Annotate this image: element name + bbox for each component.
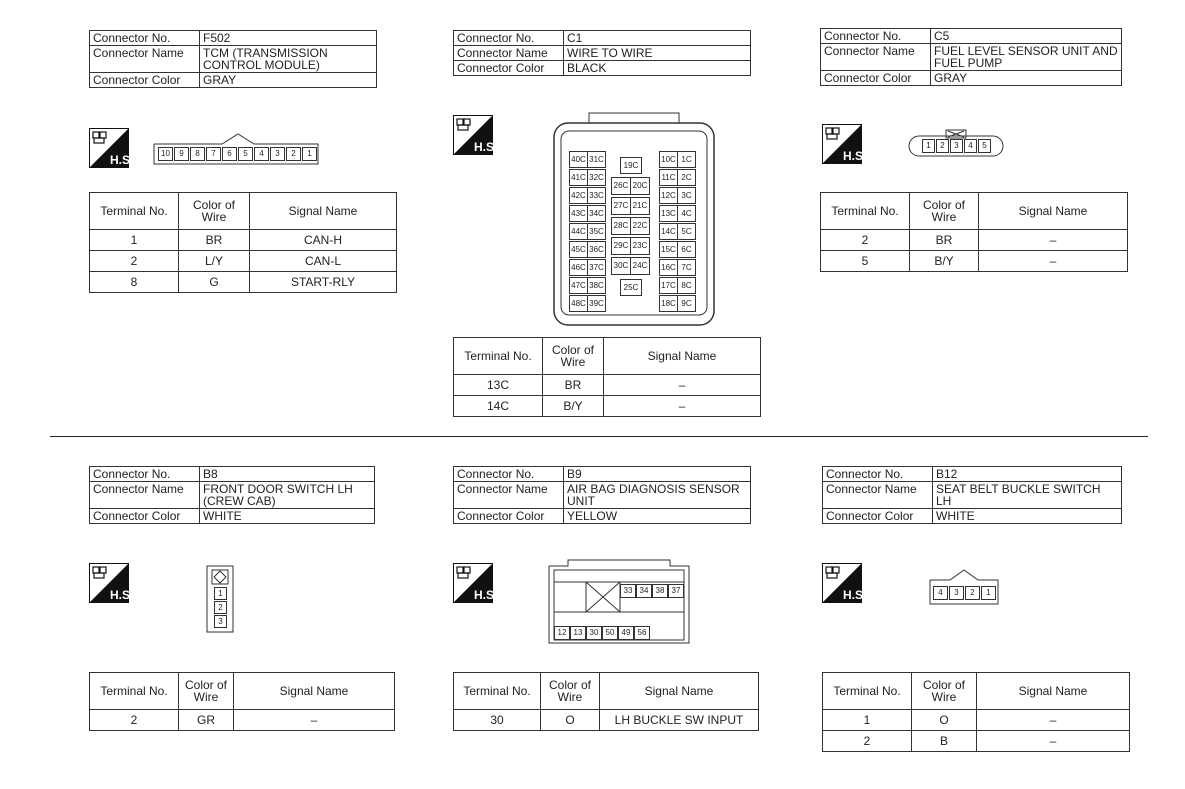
connector-info-table xyxy=(453,30,751,76)
table-row xyxy=(90,251,397,272)
table-row xyxy=(454,396,761,417)
table-row xyxy=(454,375,761,396)
svg-text:H.S.: H.S. xyxy=(843,149,867,163)
connector-color-value: BLACK xyxy=(564,61,751,76)
harness-side-icon xyxy=(453,115,498,155)
signal-name: – xyxy=(234,710,395,731)
wire-color: G xyxy=(179,272,250,293)
signal-name: CAN-L xyxy=(250,251,397,272)
connector-pin: 1 xyxy=(922,139,935,153)
connector-number-value: F502 xyxy=(200,31,377,46)
connector-pin: 13C xyxy=(659,205,678,222)
terminal-number: 2 xyxy=(821,230,910,251)
connector-pin: 4 xyxy=(964,139,977,153)
connector-pin: 50 xyxy=(602,626,618,640)
connector-number-label: Connector No. xyxy=(454,31,564,46)
connector-pin: 42C xyxy=(569,187,588,204)
terminal-table xyxy=(89,192,397,293)
connector-color-value: WHITE xyxy=(200,509,375,524)
connector-color-value: WHITE xyxy=(933,509,1122,524)
connector-pin: 49 xyxy=(618,626,634,640)
connector-color-label: Connector Color xyxy=(454,61,564,76)
connector-info-table xyxy=(89,30,377,88)
connector-name-label: Connector Name xyxy=(90,482,200,509)
wire-color: B xyxy=(912,731,977,752)
wire-color: BR xyxy=(543,375,604,396)
signal-name: – xyxy=(979,251,1128,272)
connector-pin: 15C xyxy=(659,241,678,258)
connector-pin: 38 xyxy=(652,584,668,598)
connector-pin: 4C xyxy=(677,205,696,222)
color-of-wire-header: Color of Wire xyxy=(541,673,600,710)
connector-pin: 3C xyxy=(677,187,696,204)
terminal-no-header: Terminal No. xyxy=(454,673,541,710)
connector-pin: 1 xyxy=(302,147,317,161)
connector-pin: 20C xyxy=(630,177,650,195)
svg-text:H.S.: H.S. xyxy=(110,153,134,167)
terminal-no-header: Terminal No. xyxy=(454,338,543,375)
terminal-table xyxy=(820,192,1128,272)
connector-pin: 32C xyxy=(587,169,606,186)
table-row xyxy=(823,731,1130,752)
connector-color-label: Connector Color xyxy=(454,509,564,524)
connector-pin: 31C xyxy=(587,151,606,168)
connector-pin: 6 xyxy=(222,147,237,161)
connector-number-label: Connector No. xyxy=(454,467,564,482)
connector-pin: 37 xyxy=(668,584,684,598)
terminal-no-header: Terminal No. xyxy=(90,673,179,710)
wire-color: O xyxy=(912,710,977,731)
connector-face-f502 xyxy=(152,140,320,166)
connector-pin: 25C xyxy=(620,279,642,296)
signal-name: – xyxy=(977,710,1130,731)
connector-number-label: Connector No. xyxy=(90,467,200,482)
terminal-number: 13C xyxy=(454,375,543,396)
terminal-no-header: Terminal No. xyxy=(823,673,912,710)
connector-pin: 22C xyxy=(630,217,650,235)
connector-face-c5 xyxy=(908,130,1004,158)
wire-color: B/Y xyxy=(910,251,979,272)
connector-pin: 48C xyxy=(569,295,588,312)
terminal-number: 1 xyxy=(90,230,179,251)
connector-name-label: Connector Name xyxy=(454,482,564,509)
connector-number-label: Connector No. xyxy=(821,29,931,44)
color-of-wire-header: Color of Wire xyxy=(179,193,250,230)
harness-side-icon xyxy=(453,563,498,603)
connector-pin: 56 xyxy=(634,626,650,640)
connector-pin: 36C xyxy=(587,241,606,258)
signal-name-header: Signal Name xyxy=(604,338,761,375)
terminal-table xyxy=(453,672,759,731)
connector-pin: 33C xyxy=(587,187,606,204)
connector-pin: 18C xyxy=(659,295,678,312)
terminal-table xyxy=(822,672,1130,752)
wire-color: B/Y xyxy=(543,396,604,417)
connector-pin: 8C xyxy=(677,277,696,294)
connector-pin: 7C xyxy=(677,259,696,276)
signal-name: LH BUCKLE SW INPUT xyxy=(600,710,759,731)
table-row xyxy=(823,710,1130,731)
connector-pin: 6C xyxy=(677,241,696,258)
terminal-number: 2 xyxy=(823,731,912,752)
connector-pin: 28C xyxy=(611,217,631,235)
connector-pin: 39C xyxy=(587,295,606,312)
color-of-wire-header: Color of Wire xyxy=(910,193,979,230)
connector-pin: 8 xyxy=(190,147,205,161)
connector-name-value: AIR BAG DIAGNOSIS SENSOR UNIT xyxy=(564,482,751,509)
terminal-number: 8 xyxy=(90,272,179,293)
connector-face-b9 xyxy=(548,560,690,644)
connector-pin: 10C xyxy=(659,151,678,168)
connector-face-b8 xyxy=(206,565,234,633)
connector-pin: 29C xyxy=(611,237,631,255)
connector-pin: 34 xyxy=(636,584,652,598)
connector-pin: 21C xyxy=(630,197,650,215)
connector-name-value: TCM (TRANSMISSION CONTROL MODULE) xyxy=(200,46,377,73)
connector-pin: 45C xyxy=(569,241,588,258)
wire-color: L/Y xyxy=(179,251,250,272)
connector-pin: 3 xyxy=(270,147,285,161)
connector-color-value: GRAY xyxy=(931,71,1122,86)
connector-name-label: Connector Name xyxy=(821,44,931,71)
connector-name-label: Connector Name xyxy=(90,46,200,73)
connector-number-value: B12 xyxy=(933,467,1122,482)
connector-number-label: Connector No. xyxy=(90,31,200,46)
terminal-number: 2 xyxy=(90,251,179,272)
connector-pin: 44C xyxy=(569,223,588,240)
connector-name-value: FUEL LEVEL SENSOR UNIT AND FUEL PUMP xyxy=(931,44,1122,71)
connector-pin: 34C xyxy=(587,205,606,222)
svg-text:H.S.: H.S. xyxy=(110,588,134,602)
connector-pin: 30 xyxy=(586,626,602,640)
terminal-table xyxy=(453,337,761,417)
connector-pin: 23C xyxy=(630,237,650,255)
terminal-no-header: Terminal No. xyxy=(821,193,910,230)
harness-side-icon xyxy=(89,563,134,603)
signal-name-header: Signal Name xyxy=(600,673,759,710)
signal-name: – xyxy=(979,230,1128,251)
connector-pin: 24C xyxy=(630,257,650,275)
harness-side-icon xyxy=(822,124,867,164)
connector-pin: 11C xyxy=(659,169,678,186)
connector-info-table xyxy=(820,28,1122,86)
connector-number-value: B8 xyxy=(200,467,375,482)
connector-pin: 26C xyxy=(611,177,631,195)
wire-color: BR xyxy=(179,230,250,251)
connector-color-label: Connector Color xyxy=(821,71,931,86)
connector-pin: 7 xyxy=(206,147,221,161)
connector-name-value: FRONT DOOR SWITCH LH (CREW CAB) xyxy=(200,482,375,509)
connector-pin: 2 xyxy=(965,586,980,600)
svg-text:H.S.: H.S. xyxy=(474,140,498,154)
connector-pin: 47C xyxy=(569,277,588,294)
harness-side-icon xyxy=(822,563,867,603)
terminal-number: 14C xyxy=(454,396,543,417)
connector-pin: 14C xyxy=(659,223,678,240)
connector-pin: 3 xyxy=(949,586,964,600)
svg-text:H.S.: H.S. xyxy=(843,588,867,602)
connector-number-label: Connector No. xyxy=(823,467,933,482)
connector-name-value: SEAT BELT BUCKLE SWITCH LH xyxy=(933,482,1122,509)
connector-face-b12 xyxy=(928,570,1000,606)
connector-pin: 16C xyxy=(659,259,678,276)
table-row xyxy=(90,710,395,731)
connector-pin: 12 xyxy=(554,626,570,640)
connector-pin: 38C xyxy=(587,277,606,294)
table-row xyxy=(454,710,759,731)
harness-side-icon xyxy=(89,128,134,168)
wire-color: O xyxy=(541,710,600,731)
color-of-wire-header: Color of Wire xyxy=(179,673,234,710)
connector-pin: 12C xyxy=(659,187,678,204)
connector-pin: 27C xyxy=(611,197,631,215)
signal-name-header: Signal Name xyxy=(979,193,1128,230)
connector-pin: 3 xyxy=(214,615,227,628)
connector-pin: 2 xyxy=(214,601,227,614)
connector-pin: 5 xyxy=(238,147,253,161)
connector-pin: 10 xyxy=(158,147,173,161)
table-row xyxy=(90,272,397,293)
terminal-no-header: Terminal No. xyxy=(90,193,179,230)
color-of-wire-header: Color of Wire xyxy=(543,338,604,375)
connector-pin: 37C xyxy=(587,259,606,276)
connector-pin: 2 xyxy=(936,139,949,153)
connector-pin: 19C xyxy=(620,157,642,174)
connector-pin: 43C xyxy=(569,205,588,222)
connector-pin: 46C xyxy=(569,259,588,276)
connector-pin: 5C xyxy=(677,223,696,240)
svg-text:H.S.: H.S. xyxy=(474,588,498,602)
connector-pin: 4 xyxy=(254,147,269,161)
table-row xyxy=(90,230,397,251)
connector-pin: 9 xyxy=(174,147,189,161)
terminal-number: 5 xyxy=(821,251,910,272)
signal-name: – xyxy=(604,375,761,396)
terminal-number: 30 xyxy=(454,710,541,731)
connector-info-table xyxy=(89,466,375,524)
connector-pin: 1 xyxy=(981,586,996,600)
connector-pin: 33 xyxy=(620,584,636,598)
connector-pin: 17C xyxy=(659,277,678,294)
terminal-table xyxy=(89,672,395,731)
connector-info-table xyxy=(453,466,751,524)
table-row xyxy=(821,251,1128,272)
connector-pin: 1C xyxy=(677,151,696,168)
connector-color-label: Connector Color xyxy=(823,509,933,524)
table-row xyxy=(821,230,1128,251)
connector-pin: 1 xyxy=(214,587,227,600)
connector-name-label: Connector Name xyxy=(823,482,933,509)
connector-pin: 30C xyxy=(611,257,631,275)
signal-name-header: Signal Name xyxy=(250,193,397,230)
connector-pin: 4 xyxy=(933,586,948,600)
section-divider xyxy=(50,436,1148,437)
signal-name: START-RLY xyxy=(250,272,397,293)
connector-pin: 35C xyxy=(587,223,606,240)
connector-number-value: B9 xyxy=(564,467,751,482)
connector-name-value: WIRE TO WIRE xyxy=(564,46,751,61)
wire-color: BR xyxy=(910,230,979,251)
connector-color-value: GRAY xyxy=(200,73,377,88)
connector-pin: 2C xyxy=(677,169,696,186)
connector-number-value: C5 xyxy=(931,29,1122,44)
signal-name: CAN-H xyxy=(250,230,397,251)
signal-name-header: Signal Name xyxy=(977,673,1130,710)
connector-pin: 40C xyxy=(569,151,588,168)
connector-pin: 3 xyxy=(950,139,963,153)
signal-name-header: Signal Name xyxy=(234,673,395,710)
connector-pin: 5 xyxy=(978,139,991,153)
signal-name: – xyxy=(977,731,1130,752)
connector-pin: 13 xyxy=(570,626,586,640)
connector-color-value: YELLOW xyxy=(564,509,751,524)
color-of-wire-header: Color of Wire xyxy=(912,673,977,710)
connector-pin: 9C xyxy=(677,295,696,312)
connector-name-label: Connector Name xyxy=(454,46,564,61)
signal-name: – xyxy=(604,396,761,417)
connector-color-label: Connector Color xyxy=(90,73,200,88)
wire-color: GR xyxy=(179,710,234,731)
terminal-number: 1 xyxy=(823,710,912,731)
connector-pin: 2 xyxy=(286,147,301,161)
connector-pin: 41C xyxy=(569,169,588,186)
connector-info-table xyxy=(822,466,1122,524)
connector-number-value: C1 xyxy=(564,31,751,46)
terminal-number: 2 xyxy=(90,710,179,731)
connector-color-label: Connector Color xyxy=(90,509,200,524)
connector-face-c1 xyxy=(553,113,715,327)
